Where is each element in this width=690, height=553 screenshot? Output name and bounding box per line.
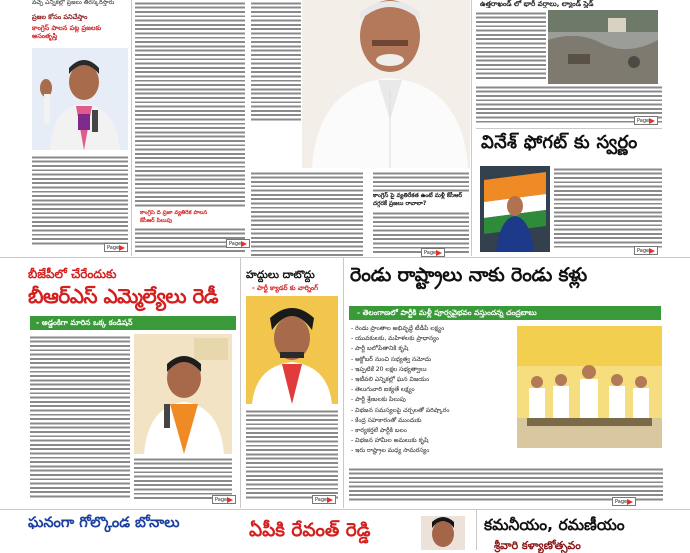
divider [0,257,690,258]
divider [476,510,477,550]
cbn-headline: రెండు రాష్ట్రాలు నాకు రెండు కళ్లు [350,264,587,286]
col3-body-bottom [251,170,363,256]
harish-rao-photo [32,48,128,150]
pawan-photo [246,296,338,404]
cbn-bullet: - అక్టోబర్ నుంచి సభ్యత్వ నమోదు [351,355,432,363]
flood-photo [548,10,658,84]
cbn-bullet: - రెండు ప్రాంతాల అభివృద్ధే టీడీపీ లక్ష్యం [351,325,445,332]
col1-top-text: వచ్చే ఎన్నికల్లో ప్రజలు తిరస్కరిస్తారు [32,0,115,6]
col1-red-quote: కాంగ్రెస్ పాలన పట్ల ప్రజలకు అసంతృప్తి [32,24,102,40]
divider [240,258,241,508]
pawan-page-link[interactable]: Page [312,495,336,504]
col2-red-signoff: కేసీఆర్ పిలుపు [140,218,173,224]
vinesh-photo [480,166,550,252]
cbn-bullet: - పార్టీ శ్రేణులకు పిలుపు [351,396,406,404]
pawan-kicker: హద్దులు దాటొద్దు [246,269,315,281]
col3-body [251,0,301,122]
mid-kicker: బీజేపీలో చేరేందుకు [28,267,117,281]
cbn-meeting-photo [517,326,662,448]
cbn-subhead-bar: - తెలంగాణలో పార్టీకి మళ్లీ పూర్వవైభవం వస్తుందన్న చంద్రబాబు [349,306,661,320]
revanth-headline: ఏపీకి రేవంత్ రెడ్డి [249,520,371,541]
vinesh-headline: వినేశ్ ఫోగట్ కు స్వర్ణం [481,132,638,153]
cbn-bullets [351,324,517,464]
cbn-bullet: - ఇరు రాష్ట్రాల మధ్య సామరస్యం [351,447,430,455]
kcr-photo [302,0,470,168]
divider [0,509,690,510]
cbn-bullet: - విభజన సమస్యలపై చర్చలతో పరిష్కారం [351,406,450,414]
mid-subhead-bar: - అడ్డంకిగా మారిన ఒక్క కండిషన్ [30,316,236,330]
col5-top-page-link[interactable]: Page [634,116,658,125]
col4-body [373,170,469,192]
cbn-bullet: - పార్టీ బలోపేతానికి కృషి [351,345,409,353]
kalyanam-sub: శ్రీవారి కళ్యాణోత్సవం [494,539,581,552]
pawan-sub: - పార్టీ క్యాడర్ కు వార్నింగ్ [252,284,318,292]
cbn-bullet: - కేంద్ర సహకారంతో ముందుకు [351,416,422,424]
col4-bold-question: కాంగ్రెస్ పై వ్యతిరేకత ఉంటే మళ్లీ కేసీఆర్ దగ్గరకే ప్రజలు రావాలా? [373,193,463,207]
col1-body [32,154,128,246]
col1-page-link[interactable]: Page [104,243,128,252]
divider [131,0,132,256]
col4-page-link[interactable]: Page [421,248,445,257]
cbn-bullet: - తెలుగువారి ఐక్యతే లక్ష్యం [351,386,415,394]
pawan-body [246,408,338,500]
vinesh-page-link[interactable]: Page [634,246,658,255]
col5-top-headline: ఉత్తరాఖండ్ లో భారీ వర్షాలు, ల్యాండ్ స్లైడ్ [480,0,594,8]
mid-page-link[interactable]: Page [212,495,236,504]
col1-caption: ప్రజల కోసం పనిచేస్తాం [32,13,88,21]
vinesh-body [554,166,662,250]
col5-top-body [476,10,546,80]
col2-red-line: కాంగ్రెస్ ది ప్రజా వ్యతిరేక పాలన [140,210,208,216]
cbn-bullet: - కార్యకర్తలే పార్టీకి బలం [351,427,407,435]
bandi-sanjay-photo [134,334,232,454]
col2-page-link[interactable]: Page [226,239,250,248]
cbn-page-link[interactable]: Page [612,497,636,506]
divider [476,128,662,129]
cbn-bullet: - విభజన హామీల అమలుకు కృషి [351,437,429,445]
cbn-bullet: - ఇటీవలి ఎన్నికల్లో ఘన విజయం [351,376,430,384]
revanth-box [243,512,471,550]
cbn-bullet: - ఇప్పటికే 20 లక్షల సభ్యత్వాలు [351,365,427,373]
mid-headline: బీఆర్ఎస్ ఎమ్మెల్యేలు రెడీ [28,284,219,308]
mid-body-left [30,334,130,500]
col2-body [135,0,245,208]
revanth-photo [421,516,465,550]
divider [471,0,472,256]
divider [343,258,344,508]
kalyanam-headline: కమనీయం, రమణీయం [484,516,625,534]
mid-body-right [134,456,232,500]
golconda-headline: ఘనంగా గోల్కొండ బోనాలు [28,515,180,531]
cbn-bullet: - యువకులకు, మహిళలకు ప్రాధాన్యం [351,335,439,343]
